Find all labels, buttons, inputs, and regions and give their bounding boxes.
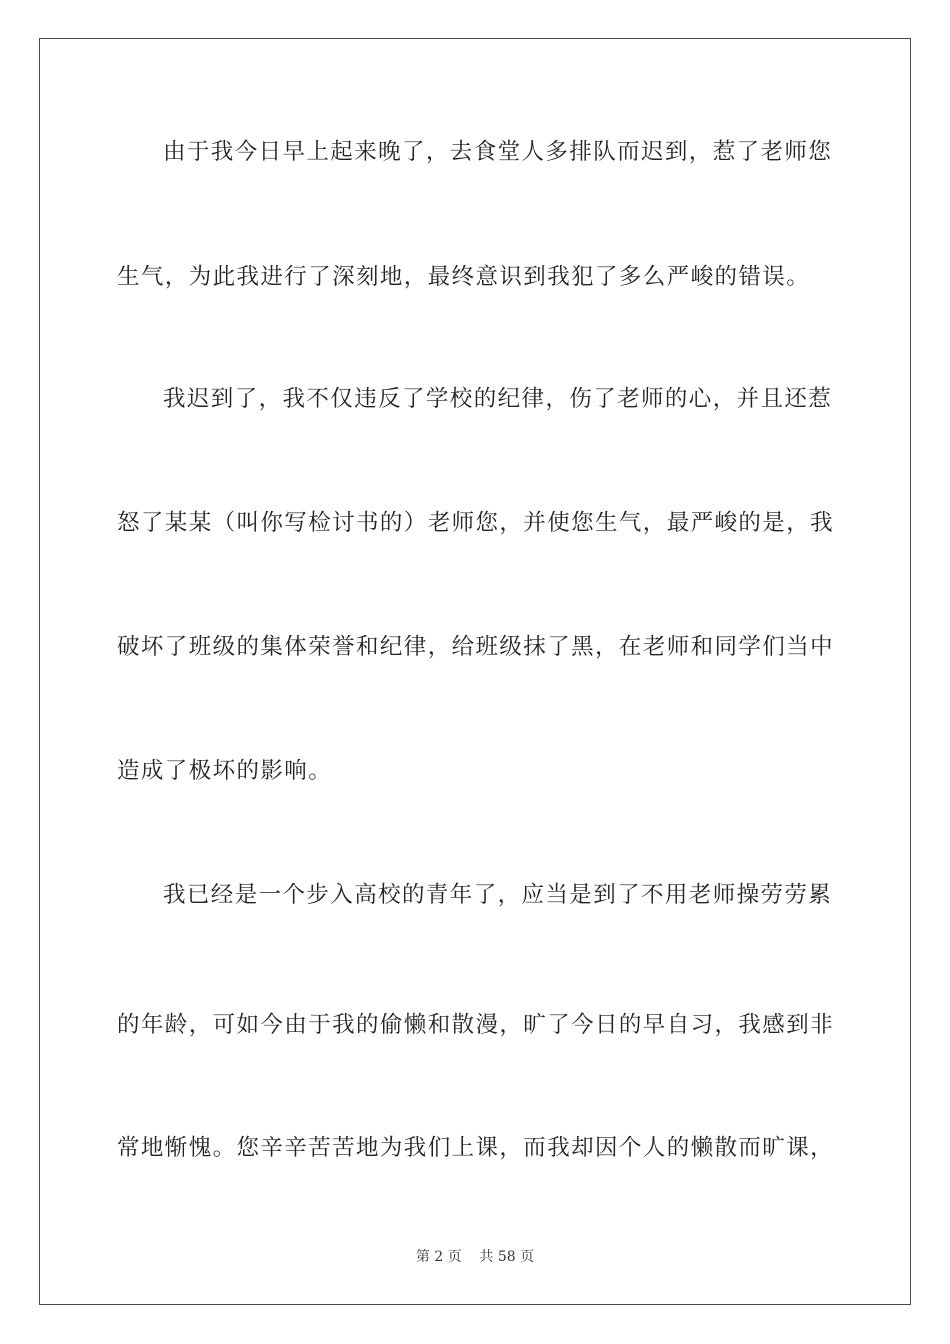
paragraph-2-line-1: 我迟到了，我不仅违反了学校的纪律，伤了老师的心，并且还惹 <box>163 386 833 412</box>
paragraph-2-line-3: 破坏了班级的集体荣誉和纪律，给班级抹了黑，在老师和同学们当中 <box>117 634 835 660</box>
page-number-footer: 第 2 页 共 58 页 <box>415 1249 535 1265</box>
paragraph-1-line-2: 生气，为此我进行了深刻地，最终意识到我犯了多么严峻的错误。 <box>117 264 811 290</box>
paragraph-2-line-2: 怒了某某（叫你写检讨书的）老师您，并使您生气，最严峻的是，我 <box>117 510 835 536</box>
paragraph-1-line-1: 由于我今日早上起来晚了，去食堂人多排队而迟到，惹了老师您 <box>163 139 833 165</box>
paragraph-3-line-3: 常地惭愧。您辛辛苦苦地为我们上课，而我却因个人的懒散而旷课， <box>117 1135 835 1161</box>
page-border <box>39 38 911 1305</box>
paragraph-2-line-4: 造成了极坏的影响。 <box>117 758 333 784</box>
paragraph-3-line-2: 的年龄，可如今由于我的偷懒和散漫，旷了今日的早自习，我感到非 <box>117 1012 835 1038</box>
paragraph-3-line-1: 我已经是一个步入高校的青年了，应当是到了不用老师操劳劳累 <box>163 882 833 908</box>
